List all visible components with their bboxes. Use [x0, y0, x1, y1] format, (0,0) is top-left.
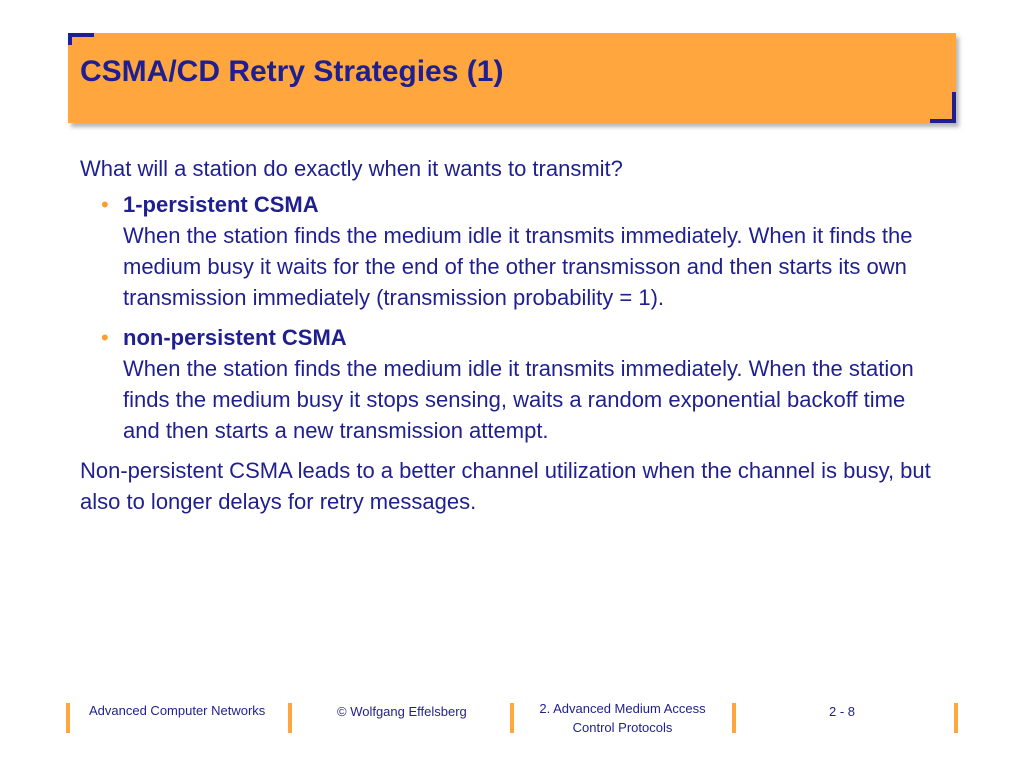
footer-course: Advanced Computer Networks	[89, 703, 266, 718]
bullet-text: When the station finds the medium idle it transmits immediately. When it finds the medium busy it waits for the end of the other transmisson and then starts its own transmission immediately (transmission probability = 1).	[123, 223, 913, 310]
footer-separator	[288, 703, 292, 733]
bullet-text: When the station finds the medium idle it transmits immediately. When the station finds the medium busy it stops sensing, waits a random exponential backoff time and then starts a new transmission attempt.	[123, 356, 914, 443]
title-corner-bottom-right	[930, 92, 956, 123]
bullet-icon: •	[101, 325, 109, 350]
footer-chapter-line2: Control Protocols	[572, 720, 673, 735]
footer-separator	[510, 703, 514, 733]
bullet-title: non-persistent CSMA	[123, 325, 347, 350]
footer-chapter-line1: 2. Advanced Medium Access	[539, 701, 706, 716]
footer-chapter	[520, 699, 725, 737]
footer-separator	[732, 703, 736, 733]
footer-page-number: 2 - 8	[829, 704, 856, 719]
footer-separator	[954, 703, 958, 733]
footer-separator	[66, 703, 70, 733]
intro-text: What will a station do exactly when it wants to transmit?	[80, 156, 623, 181]
bullet-icon: •	[101, 192, 109, 217]
bullet-item-1-persistent	[80, 189, 946, 313]
slide-footer	[0, 696, 1024, 740]
title-corner-top-left	[68, 33, 94, 45]
bullet-title: 1-persistent CSMA	[123, 192, 319, 217]
slide-title: CSMA/CD Retry Strategies (1)	[80, 55, 504, 88]
slide-content	[80, 153, 946, 517]
conclusion-text: Non-persistent CSMA leads to a better channel utilization when the channel is busy, but also to longer delays for retry messages.	[80, 458, 931, 514]
footer-author: © Wolfgang Effelsberg	[337, 704, 467, 719]
bullet-item-non-persistent	[80, 322, 946, 446]
